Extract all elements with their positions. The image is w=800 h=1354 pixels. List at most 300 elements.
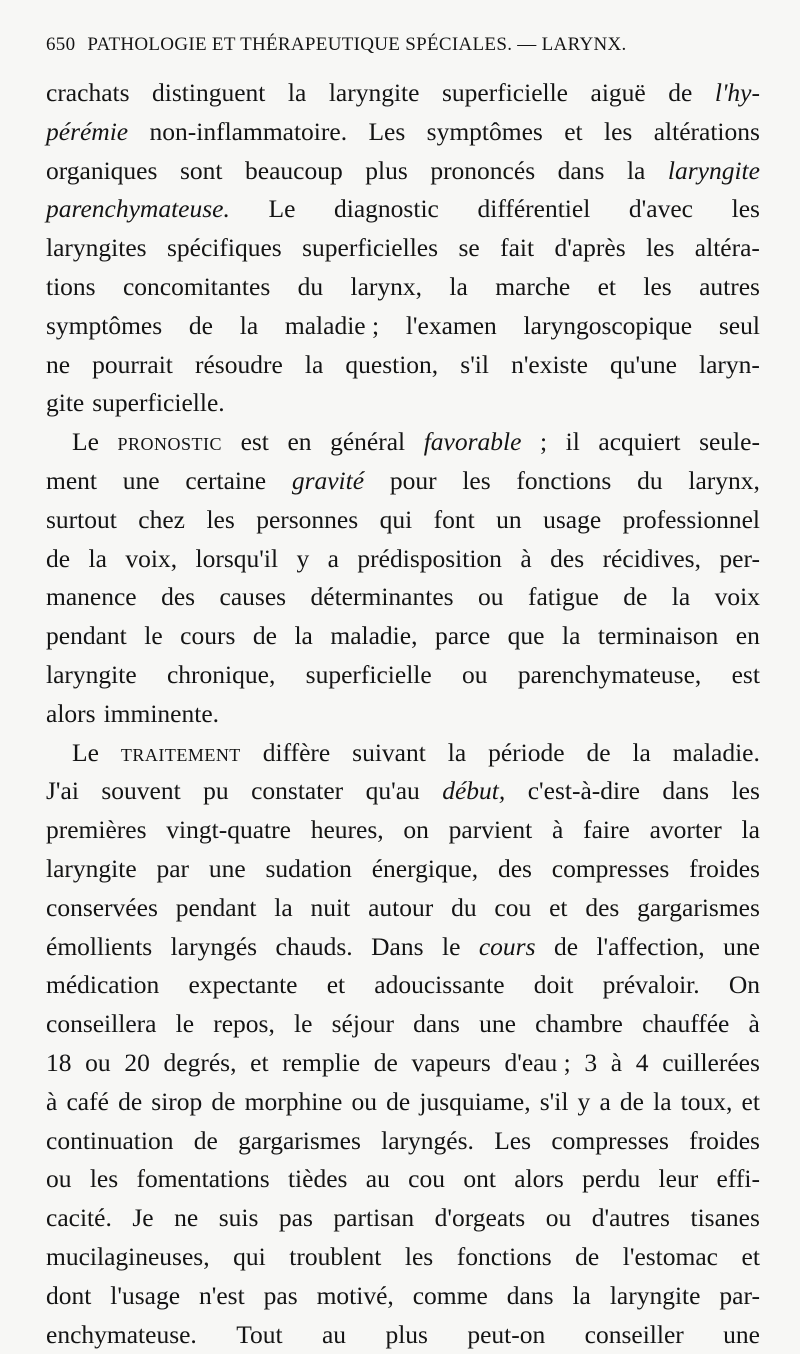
word: autres: [699, 268, 760, 307]
word: les: [206, 501, 234, 540]
word: certaine: [185, 462, 266, 501]
word: l'usage: [110, 1277, 180, 1316]
word: motivé,: [317, 1277, 394, 1316]
word: pendant: [176, 889, 257, 928]
word: maladie.: [673, 734, 760, 773]
word: suis: [219, 1199, 259, 1238]
word: repos,: [213, 1005, 275, 1044]
word: par: [156, 850, 189, 889]
word: y: [578, 1083, 591, 1122]
word: la: [672, 578, 690, 617]
word: jusquiame,: [419, 1083, 530, 1122]
word: dans: [662, 772, 709, 811]
word: qu'au: [366, 772, 420, 811]
word: comme: [413, 1277, 488, 1316]
word: l'estomac: [623, 1238, 718, 1277]
word: laryngites: [46, 229, 147, 268]
word: laryngite: [329, 74, 420, 113]
body-text: [46, 74, 760, 1354]
word: l'examen: [406, 307, 497, 346]
word: nuit: [311, 889, 351, 928]
word: pas: [279, 1199, 313, 1238]
word: et: [598, 268, 616, 307]
text-line: [46, 1160, 760, 1199]
word: distinguent: [152, 74, 265, 113]
text-line: [46, 811, 760, 850]
word: morphine: [245, 1083, 343, 1122]
word: ment: [46, 462, 97, 501]
word: de: [374, 1044, 398, 1083]
text-line: [46, 928, 760, 967]
word: non-inflammatoire.: [150, 113, 348, 152]
word: déterminantes: [311, 578, 454, 617]
text-line: [46, 113, 760, 152]
word: de: [586, 734, 610, 773]
word: le: [442, 928, 460, 967]
word: qui: [233, 1238, 266, 1277]
word: fonctions: [516, 462, 611, 501]
word: la: [449, 268, 467, 307]
word: Le: [72, 423, 99, 462]
word: ;: [540, 423, 547, 462]
word: symptômes: [46, 307, 162, 346]
word: manence: [46, 578, 137, 617]
text-line: [46, 268, 760, 307]
word: acquiert: [598, 423, 680, 462]
word: peut-on: [467, 1316, 545, 1354]
word: personnes: [256, 501, 358, 540]
word: troublent: [289, 1238, 381, 1277]
word: On: [729, 966, 760, 1005]
word: parenchymateuse.: [46, 190, 230, 229]
word: d'orgeats: [435, 1199, 526, 1238]
word: la: [305, 346, 323, 385]
word: usage: [543, 501, 601, 540]
word: de: [46, 540, 70, 579]
word: pendant: [46, 617, 127, 656]
word: adoucissante: [374, 966, 504, 1005]
word: la: [632, 734, 650, 773]
word: et: [564, 113, 582, 152]
word: lorsqu'il: [196, 540, 279, 579]
word: superficielles: [302, 229, 438, 268]
word: heures,: [311, 811, 384, 850]
word: mucilagineuses,: [46, 1238, 210, 1277]
word: les: [462, 462, 490, 501]
word: période: [488, 734, 564, 773]
word: laryngite: [610, 1277, 701, 1316]
text-line: [46, 1044, 760, 1083]
text-line: [46, 1005, 760, 1044]
word: les: [604, 113, 632, 152]
word: la: [288, 74, 306, 113]
text-line: [46, 229, 760, 268]
word: alors: [46, 695, 96, 734]
word: la: [274, 889, 292, 928]
word: début,: [442, 772, 505, 811]
word: l'affection,: [596, 928, 704, 967]
word: diagnostic: [334, 190, 439, 229]
word: conseiller: [585, 1316, 684, 1354]
word: traitement: [121, 734, 241, 773]
word: de: [189, 307, 213, 346]
word: ont: [463, 1160, 496, 1199]
text-line: [46, 734, 760, 773]
word: seule-: [699, 423, 760, 462]
word: pourrait: [92, 346, 173, 385]
word: premières: [46, 811, 147, 850]
word: spécifiques: [167, 229, 282, 268]
word: n'existe: [511, 346, 588, 385]
word: gravité: [292, 462, 364, 501]
word: au: [366, 1160, 390, 1199]
word: des: [550, 540, 584, 579]
word: dans: [413, 1005, 460, 1044]
word: et: [742, 1083, 760, 1122]
word: tisanes: [690, 1199, 759, 1238]
word: laryngite: [668, 152, 760, 191]
word: pas: [264, 1277, 298, 1316]
word: par-: [719, 1277, 760, 1316]
word: dans: [558, 152, 605, 191]
word: laryngés.: [381, 1122, 474, 1161]
word: cours: [180, 617, 235, 656]
word: qu'une: [610, 346, 677, 385]
word: sudation: [265, 850, 351, 889]
word: ne: [174, 1199, 198, 1238]
word: une: [209, 850, 246, 889]
word: la: [653, 1083, 671, 1122]
word: et: [742, 1238, 760, 1277]
text-line: [46, 1122, 760, 1161]
word: le: [144, 617, 162, 656]
word: résoudre: [195, 346, 283, 385]
word: dans: [507, 1277, 554, 1316]
word: s'il: [460, 346, 489, 385]
word: pérémie: [46, 113, 128, 152]
word: conservées: [46, 889, 158, 928]
word: parenchymateuse,: [518, 656, 701, 695]
word: imminente.: [104, 695, 219, 734]
word: conseillera: [46, 1005, 156, 1044]
word: c'est-à-dire: [528, 772, 640, 811]
word: les: [405, 1238, 433, 1277]
word: la: [240, 307, 258, 346]
word: de: [620, 1083, 644, 1122]
word: l'hy-: [715, 74, 760, 113]
word: Les: [368, 113, 405, 152]
word: à: [520, 540, 531, 579]
word: partisan: [333, 1199, 414, 1238]
word: laryngoscopique: [524, 307, 693, 346]
word: les: [646, 229, 674, 268]
word: toux,: [681, 1083, 733, 1122]
word: compresses: [551, 1122, 669, 1161]
word: de: [211, 1083, 235, 1122]
text-line: [46, 1238, 760, 1277]
word: cou: [408, 1160, 445, 1199]
word: beaucoup: [245, 152, 343, 191]
word: doit: [534, 966, 574, 1005]
text-line: [46, 1316, 760, 1354]
word: aiguë: [591, 74, 646, 113]
word: est: [732, 656, 760, 695]
word: des: [498, 850, 532, 889]
word: autour: [368, 889, 433, 928]
word: cours: [479, 928, 536, 967]
word: séjour: [332, 1005, 394, 1044]
word: café: [66, 1083, 108, 1122]
word: et: [327, 966, 345, 1005]
running-head: [46, 34, 760, 74]
word: superficielle: [306, 656, 432, 695]
word: avorter: [650, 811, 722, 850]
word: s'il: [540, 1083, 569, 1122]
word: per-: [719, 540, 760, 579]
word: tions: [46, 268, 96, 307]
word: organiques: [46, 152, 157, 191]
text-line: [46, 540, 760, 579]
text-line: [46, 578, 760, 617]
word: les: [90, 1160, 118, 1199]
word: en: [287, 423, 311, 462]
word: voix: [715, 578, 760, 617]
word: parce: [435, 617, 490, 656]
word: voix,: [125, 540, 177, 579]
word: a: [328, 540, 339, 579]
word: différentiel: [477, 190, 590, 229]
word: maladie ;: [285, 307, 379, 346]
word: ou: [46, 1160, 72, 1199]
word: surtout: [46, 501, 117, 540]
word: on: [403, 811, 429, 850]
word: des: [161, 578, 195, 617]
word: ou: [85, 1044, 111, 1083]
text-line: [46, 617, 760, 656]
word: fatigue: [528, 578, 599, 617]
word: altérations: [654, 113, 760, 152]
word: et: [250, 1044, 268, 1083]
word: à: [749, 1005, 760, 1044]
word: des: [585, 889, 619, 928]
word: maladie,: [330, 617, 417, 656]
text-line: [46, 190, 760, 229]
word: parvient: [449, 811, 533, 850]
word: pour: [390, 462, 437, 501]
word: un: [496, 501, 522, 540]
word: les: [643, 268, 671, 307]
word: perdu: [582, 1160, 640, 1199]
word: de: [118, 1083, 142, 1122]
word: la: [294, 617, 312, 656]
word: chauffée: [642, 1005, 729, 1044]
text-line: [46, 501, 760, 540]
word: 4: [636, 1044, 649, 1083]
word: diffère: [263, 734, 331, 773]
word: chez: [138, 501, 185, 540]
word: J'ai: [46, 772, 79, 811]
word: causes: [220, 578, 287, 617]
word: cuillerées: [662, 1044, 760, 1083]
word: médication: [46, 966, 159, 1005]
word: laryngite: [46, 850, 137, 889]
word: fomentations: [136, 1160, 269, 1199]
word: se: [458, 229, 479, 268]
word: Les: [494, 1122, 531, 1161]
running-title: PATHOLOGIE ET THÉRAPEUTIQUE SPÉCIALES. — LARYNX.: [87, 34, 626, 56]
word: gargarismes: [637, 889, 760, 928]
word: à: [552, 811, 563, 850]
word: général: [330, 423, 405, 462]
word: souvent: [101, 772, 180, 811]
word: prédisposition: [357, 540, 502, 579]
word: d'après: [555, 229, 626, 268]
word: il: [566, 423, 580, 462]
text-line: [46, 850, 760, 889]
word: marche: [495, 268, 570, 307]
word: vapeurs: [412, 1044, 491, 1083]
word: ou: [478, 578, 504, 617]
word: la: [572, 1277, 590, 1316]
word: crachats: [46, 74, 130, 113]
word: suivant: [352, 734, 426, 773]
word: de: [386, 1083, 410, 1122]
word: à: [46, 1083, 57, 1122]
word: de: [253, 617, 277, 656]
word: la: [562, 617, 580, 656]
text-line: [46, 1199, 760, 1238]
word: à: [611, 1044, 622, 1083]
word: une: [479, 1005, 516, 1044]
word: tièdes: [288, 1160, 347, 1199]
text-line: [46, 656, 760, 695]
word: ou: [352, 1083, 378, 1122]
word: la: [742, 811, 760, 850]
word: Tout: [236, 1316, 282, 1354]
word: laryn-: [699, 346, 760, 385]
word: faire: [583, 811, 630, 850]
word: alors: [514, 1160, 564, 1199]
word: une: [723, 1316, 760, 1354]
word: gite: [46, 384, 84, 423]
word: 20: [124, 1044, 150, 1083]
word: Je: [132, 1199, 153, 1238]
word: chambre: [535, 1005, 623, 1044]
word: larynx,: [351, 268, 423, 307]
word: au: [322, 1316, 346, 1354]
word: émollients: [46, 928, 152, 967]
word: expectante: [188, 966, 297, 1005]
word: de: [623, 578, 647, 617]
word: que: [508, 617, 545, 656]
word: chronique,: [167, 656, 275, 695]
word: ne: [46, 346, 70, 385]
word: concomitantes: [123, 268, 270, 307]
word: continuation: [46, 1122, 173, 1161]
text-line: [46, 772, 760, 811]
word: du: [298, 268, 324, 307]
word: Dans: [371, 928, 423, 967]
word: 3: [584, 1044, 597, 1083]
word: d'avec: [629, 190, 693, 229]
word: seul: [719, 307, 760, 346]
word: la: [89, 540, 107, 579]
word: du: [451, 889, 477, 928]
word: Le: [269, 190, 296, 229]
word: ou: [462, 656, 488, 695]
word: gargarismes: [238, 1122, 361, 1161]
text-line: [46, 966, 760, 1005]
word: prévaloir.: [603, 966, 700, 1005]
word: pu: [203, 772, 229, 811]
word: professionnel: [623, 501, 760, 540]
word: larynx,: [688, 462, 760, 501]
word: compresses: [552, 850, 670, 889]
word: plus: [385, 1316, 428, 1354]
word: cacité.: [46, 1199, 112, 1238]
text-line: [46, 423, 760, 462]
word: laryngés: [171, 928, 257, 967]
word: dont: [46, 1277, 91, 1316]
text-line: [46, 695, 760, 734]
word: prononcés: [430, 152, 535, 191]
word: cou: [494, 889, 531, 928]
word: est: [241, 423, 269, 462]
word: les: [732, 190, 760, 229]
word: le: [294, 1005, 312, 1044]
word: sont: [180, 152, 223, 191]
word: la: [627, 152, 645, 191]
word: constater: [251, 772, 343, 811]
word: leur: [659, 1160, 699, 1199]
word: symptômes: [427, 113, 543, 152]
word: altéra-: [695, 229, 760, 268]
word: ou: [546, 1199, 572, 1238]
word: en: [736, 617, 760, 656]
word: superficielle.: [92, 384, 224, 423]
word: qui: [380, 501, 413, 540]
word: d'eau ;: [505, 1044, 571, 1083]
word: une: [123, 462, 160, 501]
word: laryngite: [46, 656, 137, 695]
word: terminaison: [598, 617, 718, 656]
word: de: [194, 1122, 218, 1161]
word: n'est: [199, 1277, 245, 1316]
word: chauds.: [276, 928, 353, 967]
word: récidives,: [603, 540, 701, 579]
word: font: [434, 501, 475, 540]
text-line: [46, 346, 760, 385]
word: degrés,: [164, 1044, 237, 1083]
word: d'autres: [592, 1199, 670, 1238]
page-number: 650: [46, 34, 75, 56]
word: sirop: [151, 1083, 202, 1122]
word: 18: [46, 1044, 72, 1083]
word: les: [732, 772, 760, 811]
word: de: [554, 928, 578, 967]
word: vingt-quatre: [166, 811, 291, 850]
word: a: [599, 1083, 610, 1122]
text-line: [46, 384, 760, 423]
word: fait: [500, 229, 534, 268]
word: une: [723, 928, 760, 967]
word: énergique,: [372, 850, 478, 889]
word: favorable: [424, 423, 522, 462]
word: question,: [345, 346, 438, 385]
word: le: [176, 1005, 194, 1044]
text-line: [46, 1277, 760, 1316]
word: et: [549, 889, 567, 928]
